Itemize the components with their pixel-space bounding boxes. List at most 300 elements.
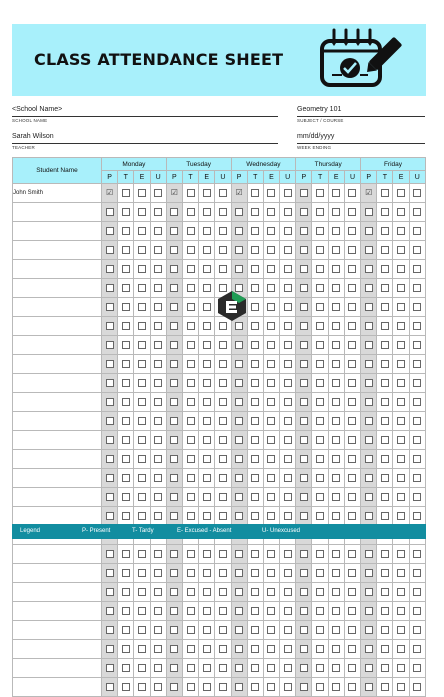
attendance-checkbox[interactable] xyxy=(187,512,195,520)
attendance-checkbox[interactable] xyxy=(138,189,146,197)
attendance-checkbox[interactable] xyxy=(251,607,259,615)
attendance-checkbox[interactable] xyxy=(203,626,211,634)
attendance-checkbox[interactable] xyxy=(348,607,356,615)
attendance-checkbox[interactable] xyxy=(284,626,292,634)
attendance-checkbox[interactable] xyxy=(170,360,178,368)
attendance-checkbox[interactable] xyxy=(187,626,195,634)
attendance-checkbox[interactable] xyxy=(397,189,405,197)
attendance-checkbox[interactable] xyxy=(106,398,114,406)
attendance-checkbox[interactable] xyxy=(316,645,324,653)
student-name-cell[interactable] xyxy=(13,260,102,279)
attendance-checkbox[interactable] xyxy=(365,398,373,406)
attendance-checkbox[interactable] xyxy=(284,360,292,368)
attendance-checkbox[interactable] xyxy=(381,322,389,330)
attendance-checkbox[interactable] xyxy=(251,322,259,330)
attendance-checkbox[interactable] xyxy=(348,265,356,273)
attendance-checkbox[interactable] xyxy=(397,607,405,615)
attendance-checkbox[interactable] xyxy=(267,189,275,197)
attendance-checkbox[interactable] xyxy=(348,227,356,235)
attendance-checkbox[interactable] xyxy=(413,645,421,653)
attendance-checkbox[interactable] xyxy=(187,474,195,482)
attendance-checkbox[interactable] xyxy=(332,436,340,444)
attendance-checkbox[interactable] xyxy=(187,360,195,368)
attendance-checkbox[interactable] xyxy=(316,265,324,273)
attendance-checkbox[interactable] xyxy=(219,607,227,615)
attendance-checkbox[interactable] xyxy=(365,645,373,653)
attendance-checkbox[interactable] xyxy=(300,360,308,368)
attendance-checkbox[interactable] xyxy=(219,417,227,425)
attendance-checkbox[interactable] xyxy=(187,550,195,558)
attendance-checkbox[interactable] xyxy=(251,284,259,292)
attendance-checkbox[interactable] xyxy=(251,360,259,368)
attendance-checkbox[interactable] xyxy=(122,208,130,216)
attendance-checkbox[interactable] xyxy=(267,664,275,672)
attendance-checkbox[interactable] xyxy=(138,246,146,254)
attendance-checkbox[interactable] xyxy=(284,664,292,672)
attendance-checkbox[interactable] xyxy=(187,398,195,406)
attendance-checkbox[interactable] xyxy=(300,398,308,406)
attendance-checkbox[interactable] xyxy=(251,398,259,406)
attendance-checkbox[interactable] xyxy=(365,284,373,292)
attendance-checkbox[interactable] xyxy=(170,303,178,311)
attendance-checkbox[interactable] xyxy=(316,322,324,330)
attendance-checkbox[interactable] xyxy=(348,208,356,216)
attendance-checkbox[interactable] xyxy=(122,626,130,634)
attendance-checkbox[interactable] xyxy=(413,189,421,197)
attendance-checkbox[interactable] xyxy=(413,246,421,254)
attendance-checkbox[interactable] xyxy=(397,227,405,235)
attendance-checkbox[interactable] xyxy=(316,303,324,311)
attendance-checkbox[interactable] xyxy=(170,683,178,691)
attendance-checkbox[interactable] xyxy=(284,284,292,292)
attendance-checkbox[interactable] xyxy=(235,493,243,501)
attendance-checkbox[interactable] xyxy=(348,436,356,444)
attendance-checkbox[interactable] xyxy=(316,455,324,463)
attendance-checkbox[interactable] xyxy=(397,303,405,311)
attendance-checkbox[interactable] xyxy=(267,569,275,577)
attendance-checkbox[interactable] xyxy=(187,683,195,691)
attendance-checkbox[interactable] xyxy=(106,284,114,292)
attendance-checkbox[interactable] xyxy=(187,303,195,311)
attendance-checkbox[interactable] xyxy=(332,569,340,577)
attendance-checkbox[interactable] xyxy=(203,569,211,577)
attendance-checkbox[interactable] xyxy=(397,284,405,292)
attendance-checkbox[interactable] xyxy=(365,227,373,235)
attendance-checkbox[interactable] xyxy=(316,417,324,425)
attendance-checkbox[interactable] xyxy=(316,493,324,501)
attendance-checkbox[interactable] xyxy=(381,379,389,387)
attendance-checkbox[interactable] xyxy=(300,265,308,273)
attendance-checkbox[interactable] xyxy=(251,436,259,444)
attendance-checkbox[interactable] xyxy=(267,550,275,558)
attendance-checkbox[interactable] xyxy=(170,284,178,292)
attendance-checkbox[interactable] xyxy=(219,455,227,463)
attendance-checkbox[interactable] xyxy=(187,246,195,254)
attendance-checkbox[interactable] xyxy=(365,208,373,216)
attendance-checkbox[interactable] xyxy=(235,607,243,615)
attendance-checkbox[interactable] xyxy=(138,512,146,520)
attendance-checkbox[interactable] xyxy=(267,493,275,501)
attendance-checkbox[interactable] xyxy=(267,303,275,311)
attendance-checkbox[interactable] xyxy=(154,474,162,482)
attendance-checkbox[interactable] xyxy=(154,284,162,292)
attendance-checkbox[interactable] xyxy=(267,379,275,387)
attendance-checkbox[interactable] xyxy=(348,379,356,387)
attendance-checkbox[interactable] xyxy=(267,246,275,254)
attendance-checkbox[interactable] xyxy=(170,493,178,501)
attendance-checkbox[interactable] xyxy=(170,607,178,615)
attendance-checkbox[interactable] xyxy=(365,493,373,501)
student-name-cell[interactable] xyxy=(13,450,102,469)
attendance-checkbox[interactable] xyxy=(154,265,162,273)
student-name-cell[interactable] xyxy=(13,336,102,355)
attendance-checkbox[interactable] xyxy=(267,626,275,634)
attendance-checkbox[interactable] xyxy=(122,417,130,425)
attendance-checkbox[interactable] xyxy=(348,398,356,406)
attendance-checkbox[interactable] xyxy=(365,607,373,615)
attendance-checkbox[interactable] xyxy=(284,398,292,406)
attendance-checkbox[interactable] xyxy=(106,455,114,463)
attendance-checkbox[interactable] xyxy=(300,322,308,330)
attendance-checkbox[interactable] xyxy=(170,417,178,425)
attendance-checkbox[interactable] xyxy=(365,246,373,254)
attendance-checkbox[interactable] xyxy=(138,588,146,596)
attendance-checkbox[interactable] xyxy=(203,645,211,653)
attendance-checkbox[interactable] xyxy=(284,417,292,425)
attendance-checkbox[interactable] xyxy=(413,265,421,273)
attendance-checkbox[interactable] xyxy=(251,474,259,482)
attendance-checkbox[interactable] xyxy=(235,683,243,691)
attendance-checkbox[interactable] xyxy=(300,645,308,653)
attendance-checkbox[interactable] xyxy=(203,265,211,273)
attendance-checkbox[interactable] xyxy=(267,474,275,482)
attendance-checkbox[interactable] xyxy=(203,379,211,387)
attendance-checkbox[interactable] xyxy=(316,474,324,482)
attendance-checkbox[interactable] xyxy=(365,569,373,577)
attendance-checkbox[interactable] xyxy=(219,227,227,235)
attendance-checkbox[interactable] xyxy=(332,474,340,482)
attendance-checkbox[interactable] xyxy=(138,493,146,501)
attendance-checkbox[interactable] xyxy=(267,398,275,406)
attendance-checkbox[interactable] xyxy=(203,246,211,254)
attendance-checkbox[interactable] xyxy=(316,341,324,349)
attendance-checkbox[interactable] xyxy=(251,550,259,558)
attendance-checkbox[interactable] xyxy=(235,360,243,368)
attendance-checkbox[interactable] xyxy=(106,588,114,596)
attendance-checkbox[interactable] xyxy=(381,284,389,292)
attendance-checkbox[interactable] xyxy=(187,265,195,273)
attendance-checkbox[interactable] xyxy=(365,417,373,425)
attendance-checkbox[interactable] xyxy=(365,265,373,273)
attendance-checkbox[interactable] xyxy=(365,626,373,634)
attendance-checkbox[interactable] xyxy=(348,626,356,634)
attendance-checkbox[interactable] xyxy=(397,208,405,216)
attendance-checkbox[interactable] xyxy=(348,455,356,463)
attendance-checkbox[interactable] xyxy=(348,645,356,653)
attendance-checkbox[interactable] xyxy=(219,645,227,653)
attendance-checkbox[interactable] xyxy=(170,265,178,273)
student-name-cell[interactable] xyxy=(13,678,102,697)
attendance-checkbox[interactable] xyxy=(348,322,356,330)
attendance-checkbox[interactable] xyxy=(267,322,275,330)
attendance-checkbox[interactable] xyxy=(267,208,275,216)
attendance-checkbox[interactable] xyxy=(187,379,195,387)
attendance-checkbox[interactable] xyxy=(154,341,162,349)
attendance-checkbox[interactable] xyxy=(316,246,324,254)
attendance-checkbox[interactable] xyxy=(170,246,178,254)
attendance-checkbox[interactable] xyxy=(138,664,146,672)
attendance-checkbox[interactable] xyxy=(106,664,114,672)
attendance-checkbox[interactable] xyxy=(122,227,130,235)
attendance-checkbox[interactable] xyxy=(122,246,130,254)
attendance-checkbox[interactable] xyxy=(203,493,211,501)
attendance-checkbox[interactable] xyxy=(332,626,340,634)
attendance-checkbox[interactable] xyxy=(187,284,195,292)
student-name-cell[interactable] xyxy=(13,564,102,583)
attendance-checkbox[interactable] xyxy=(365,341,373,349)
attendance-checkbox[interactable] xyxy=(413,512,421,520)
attendance-checkbox[interactable] xyxy=(138,626,146,634)
attendance-checkbox[interactable] xyxy=(316,588,324,596)
attendance-checkbox[interactable] xyxy=(284,512,292,520)
attendance-checkbox[interactable] xyxy=(397,360,405,368)
student-name-cell[interactable] xyxy=(13,298,102,317)
attendance-checkbox[interactable] xyxy=(316,379,324,387)
attendance-checkbox[interactable] xyxy=(300,626,308,634)
attendance-checkbox[interactable] xyxy=(284,265,292,273)
attendance-checkbox[interactable] xyxy=(170,322,178,330)
attendance-checkbox[interactable] xyxy=(284,493,292,501)
attendance-checkbox[interactable] xyxy=(235,664,243,672)
attendance-checkbox[interactable] xyxy=(122,303,130,311)
attendance-checkbox[interactable] xyxy=(397,265,405,273)
attendance-checkbox[interactable] xyxy=(284,436,292,444)
attendance-checkbox[interactable] xyxy=(106,493,114,501)
attendance-checkbox[interactable] xyxy=(122,474,130,482)
attendance-checkbox[interactable] xyxy=(397,341,405,349)
attendance-checkbox[interactable] xyxy=(381,664,389,672)
attendance-checkbox[interactable] xyxy=(219,322,227,330)
attendance-checkbox[interactable] xyxy=(413,208,421,216)
attendance-checkbox[interactable] xyxy=(251,379,259,387)
attendance-checkbox[interactable] xyxy=(203,436,211,444)
attendance-checkbox[interactable] xyxy=(300,474,308,482)
attendance-checkbox[interactable] xyxy=(235,645,243,653)
attendance-checkbox[interactable] xyxy=(316,683,324,691)
attendance-checkbox[interactable] xyxy=(170,341,178,349)
attendance-checkbox[interactable] xyxy=(300,607,308,615)
attendance-checkbox[interactable] xyxy=(219,569,227,577)
attendance-checkbox[interactable] xyxy=(203,303,211,311)
attendance-checkbox[interactable] xyxy=(365,512,373,520)
attendance-checkbox[interactable] xyxy=(316,664,324,672)
attendance-checkbox[interactable] xyxy=(365,550,373,558)
attendance-checkbox[interactable] xyxy=(300,379,308,387)
attendance-checkbox[interactable] xyxy=(219,341,227,349)
attendance-checkbox[interactable] xyxy=(219,493,227,501)
attendance-checkbox[interactable] xyxy=(413,398,421,406)
attendance-checkbox[interactable] xyxy=(122,436,130,444)
attendance-checkbox[interactable] xyxy=(284,208,292,216)
attendance-checkbox[interactable] xyxy=(251,664,259,672)
attendance-checkbox[interactable] xyxy=(203,322,211,330)
attendance-checkbox[interactable] xyxy=(397,626,405,634)
attendance-checkbox[interactable] xyxy=(170,455,178,463)
attendance-checkbox[interactable] xyxy=(235,398,243,406)
attendance-checkbox[interactable] xyxy=(316,436,324,444)
attendance-checkbox[interactable] xyxy=(106,550,114,558)
attendance-checkbox[interactable] xyxy=(251,569,259,577)
attendance-checkbox[interactable] xyxy=(332,588,340,596)
attendance-checkbox[interactable] xyxy=(219,550,227,558)
attendance-checkbox[interactable] xyxy=(187,607,195,615)
attendance-checkbox[interactable] xyxy=(300,588,308,596)
attendance-checkbox[interactable] xyxy=(284,607,292,615)
attendance-checkbox[interactable] xyxy=(397,550,405,558)
attendance-checkbox[interactable] xyxy=(235,436,243,444)
attendance-checkbox[interactable] xyxy=(170,664,178,672)
attendance-checkbox[interactable] xyxy=(348,284,356,292)
attendance-checkbox[interactable] xyxy=(284,322,292,330)
attendance-checkbox[interactable] xyxy=(235,512,243,520)
attendance-checkbox[interactable] xyxy=(251,645,259,653)
attendance-checkbox[interactable] xyxy=(381,246,389,254)
attendance-checkbox[interactable] xyxy=(154,417,162,425)
attendance-checkbox[interactable] xyxy=(413,360,421,368)
attendance-checkbox[interactable] xyxy=(187,455,195,463)
attendance-checkbox[interactable] xyxy=(300,664,308,672)
attendance-checkbox[interactable] xyxy=(138,436,146,444)
attendance-checkbox[interactable] xyxy=(365,360,373,368)
attendance-checkbox[interactable] xyxy=(138,265,146,273)
attendance-checkbox[interactable] xyxy=(381,550,389,558)
attendance-checkbox[interactable] xyxy=(397,493,405,501)
attendance-checkbox[interactable] xyxy=(300,569,308,577)
attendance-checkbox[interactable] xyxy=(332,265,340,273)
attendance-checkbox[interactable] xyxy=(251,588,259,596)
attendance-checkbox[interactable] xyxy=(381,645,389,653)
attendance-checkbox[interactable] xyxy=(397,512,405,520)
attendance-checkbox[interactable] xyxy=(154,322,162,330)
attendance-checkbox[interactable] xyxy=(154,626,162,634)
attendance-checkbox[interactable] xyxy=(219,398,227,406)
attendance-checkbox[interactable] xyxy=(284,683,292,691)
attendance-checkbox[interactable] xyxy=(122,512,130,520)
attendance-checkbox[interactable] xyxy=(122,550,130,558)
attendance-checkbox[interactable] xyxy=(397,436,405,444)
attendance-checkbox[interactable] xyxy=(348,512,356,520)
attendance-checkbox[interactable] xyxy=(332,360,340,368)
attendance-checkbox[interactable] xyxy=(122,379,130,387)
attendance-checkbox[interactable] xyxy=(316,284,324,292)
attendance-checkbox[interactable] xyxy=(138,208,146,216)
attendance-checkbox[interactable] xyxy=(381,626,389,634)
attendance-checkbox[interactable] xyxy=(138,360,146,368)
attendance-checkbox[interactable] xyxy=(122,265,130,273)
attendance-checkbox[interactable] xyxy=(122,664,130,672)
attendance-checkbox[interactable] xyxy=(267,341,275,349)
attendance-checkbox[interactable] xyxy=(203,208,211,216)
attendance-checkbox[interactable]: ☑ xyxy=(170,187,178,197)
student-name-cell[interactable] xyxy=(13,469,102,488)
attendance-checkbox[interactable] xyxy=(154,664,162,672)
attendance-checkbox[interactable] xyxy=(219,379,227,387)
attendance-checkbox[interactable] xyxy=(187,322,195,330)
attendance-checkbox[interactable] xyxy=(332,341,340,349)
attendance-checkbox[interactable] xyxy=(187,341,195,349)
attendance-checkbox[interactable] xyxy=(219,208,227,216)
attendance-checkbox[interactable] xyxy=(332,512,340,520)
attendance-checkbox[interactable] xyxy=(106,474,114,482)
attendance-checkbox[interactable] xyxy=(284,550,292,558)
attendance-checkbox[interactable] xyxy=(106,607,114,615)
attendance-checkbox[interactable] xyxy=(138,379,146,387)
attendance-checkbox[interactable] xyxy=(203,512,211,520)
attendance-checkbox[interactable] xyxy=(381,569,389,577)
student-name-cell[interactable] xyxy=(13,317,102,336)
attendance-checkbox[interactable] xyxy=(267,227,275,235)
attendance-checkbox[interactable] xyxy=(413,550,421,558)
attendance-checkbox[interactable] xyxy=(106,246,114,254)
attendance-checkbox[interactable] xyxy=(187,588,195,596)
attendance-checkbox[interactable] xyxy=(300,493,308,501)
attendance-checkbox[interactable] xyxy=(267,512,275,520)
attendance-checkbox[interactable] xyxy=(106,569,114,577)
attendance-checkbox[interactable] xyxy=(413,436,421,444)
attendance-checkbox[interactable] xyxy=(251,265,259,273)
attendance-checkbox[interactable] xyxy=(365,474,373,482)
attendance-checkbox[interactable] xyxy=(332,379,340,387)
attendance-checkbox[interactable] xyxy=(316,626,324,634)
attendance-checkbox[interactable] xyxy=(106,341,114,349)
attendance-checkbox[interactable] xyxy=(381,341,389,349)
attendance-checkbox[interactable] xyxy=(154,588,162,596)
attendance-checkbox[interactable] xyxy=(267,360,275,368)
attendance-checkbox[interactable] xyxy=(106,512,114,520)
attendance-checkbox[interactable] xyxy=(284,379,292,387)
student-name-cell[interactable] xyxy=(13,203,102,222)
attendance-checkbox[interactable] xyxy=(219,512,227,520)
attendance-checkbox[interactable] xyxy=(284,474,292,482)
attendance-checkbox[interactable]: ☑ xyxy=(106,187,114,197)
attendance-checkbox[interactable] xyxy=(381,512,389,520)
attendance-checkbox[interactable] xyxy=(203,474,211,482)
student-name-cell[interactable] xyxy=(13,279,102,298)
attendance-checkbox[interactable] xyxy=(381,227,389,235)
attendance-checkbox[interactable] xyxy=(219,474,227,482)
attendance-checkbox[interactable] xyxy=(122,341,130,349)
attendance-checkbox[interactable] xyxy=(219,246,227,254)
attendance-checkbox[interactable] xyxy=(332,227,340,235)
attendance-checkbox[interactable] xyxy=(106,303,114,311)
attendance-checkbox[interactable] xyxy=(219,664,227,672)
attendance-checkbox[interactable] xyxy=(251,303,259,311)
attendance-checkbox[interactable] xyxy=(332,455,340,463)
attendance-checkbox[interactable] xyxy=(397,417,405,425)
attendance-checkbox[interactable] xyxy=(381,683,389,691)
attendance-checkbox[interactable] xyxy=(348,303,356,311)
attendance-checkbox[interactable] xyxy=(332,550,340,558)
attendance-checkbox[interactable] xyxy=(187,493,195,501)
attendance-checkbox[interactable] xyxy=(106,626,114,634)
attendance-checkbox[interactable] xyxy=(187,189,195,197)
attendance-checkbox[interactable] xyxy=(122,645,130,653)
attendance-checkbox[interactable] xyxy=(365,455,373,463)
attendance-checkbox[interactable] xyxy=(187,436,195,444)
attendance-checkbox[interactable] xyxy=(251,512,259,520)
attendance-checkbox[interactable] xyxy=(300,512,308,520)
attendance-checkbox[interactable] xyxy=(106,683,114,691)
